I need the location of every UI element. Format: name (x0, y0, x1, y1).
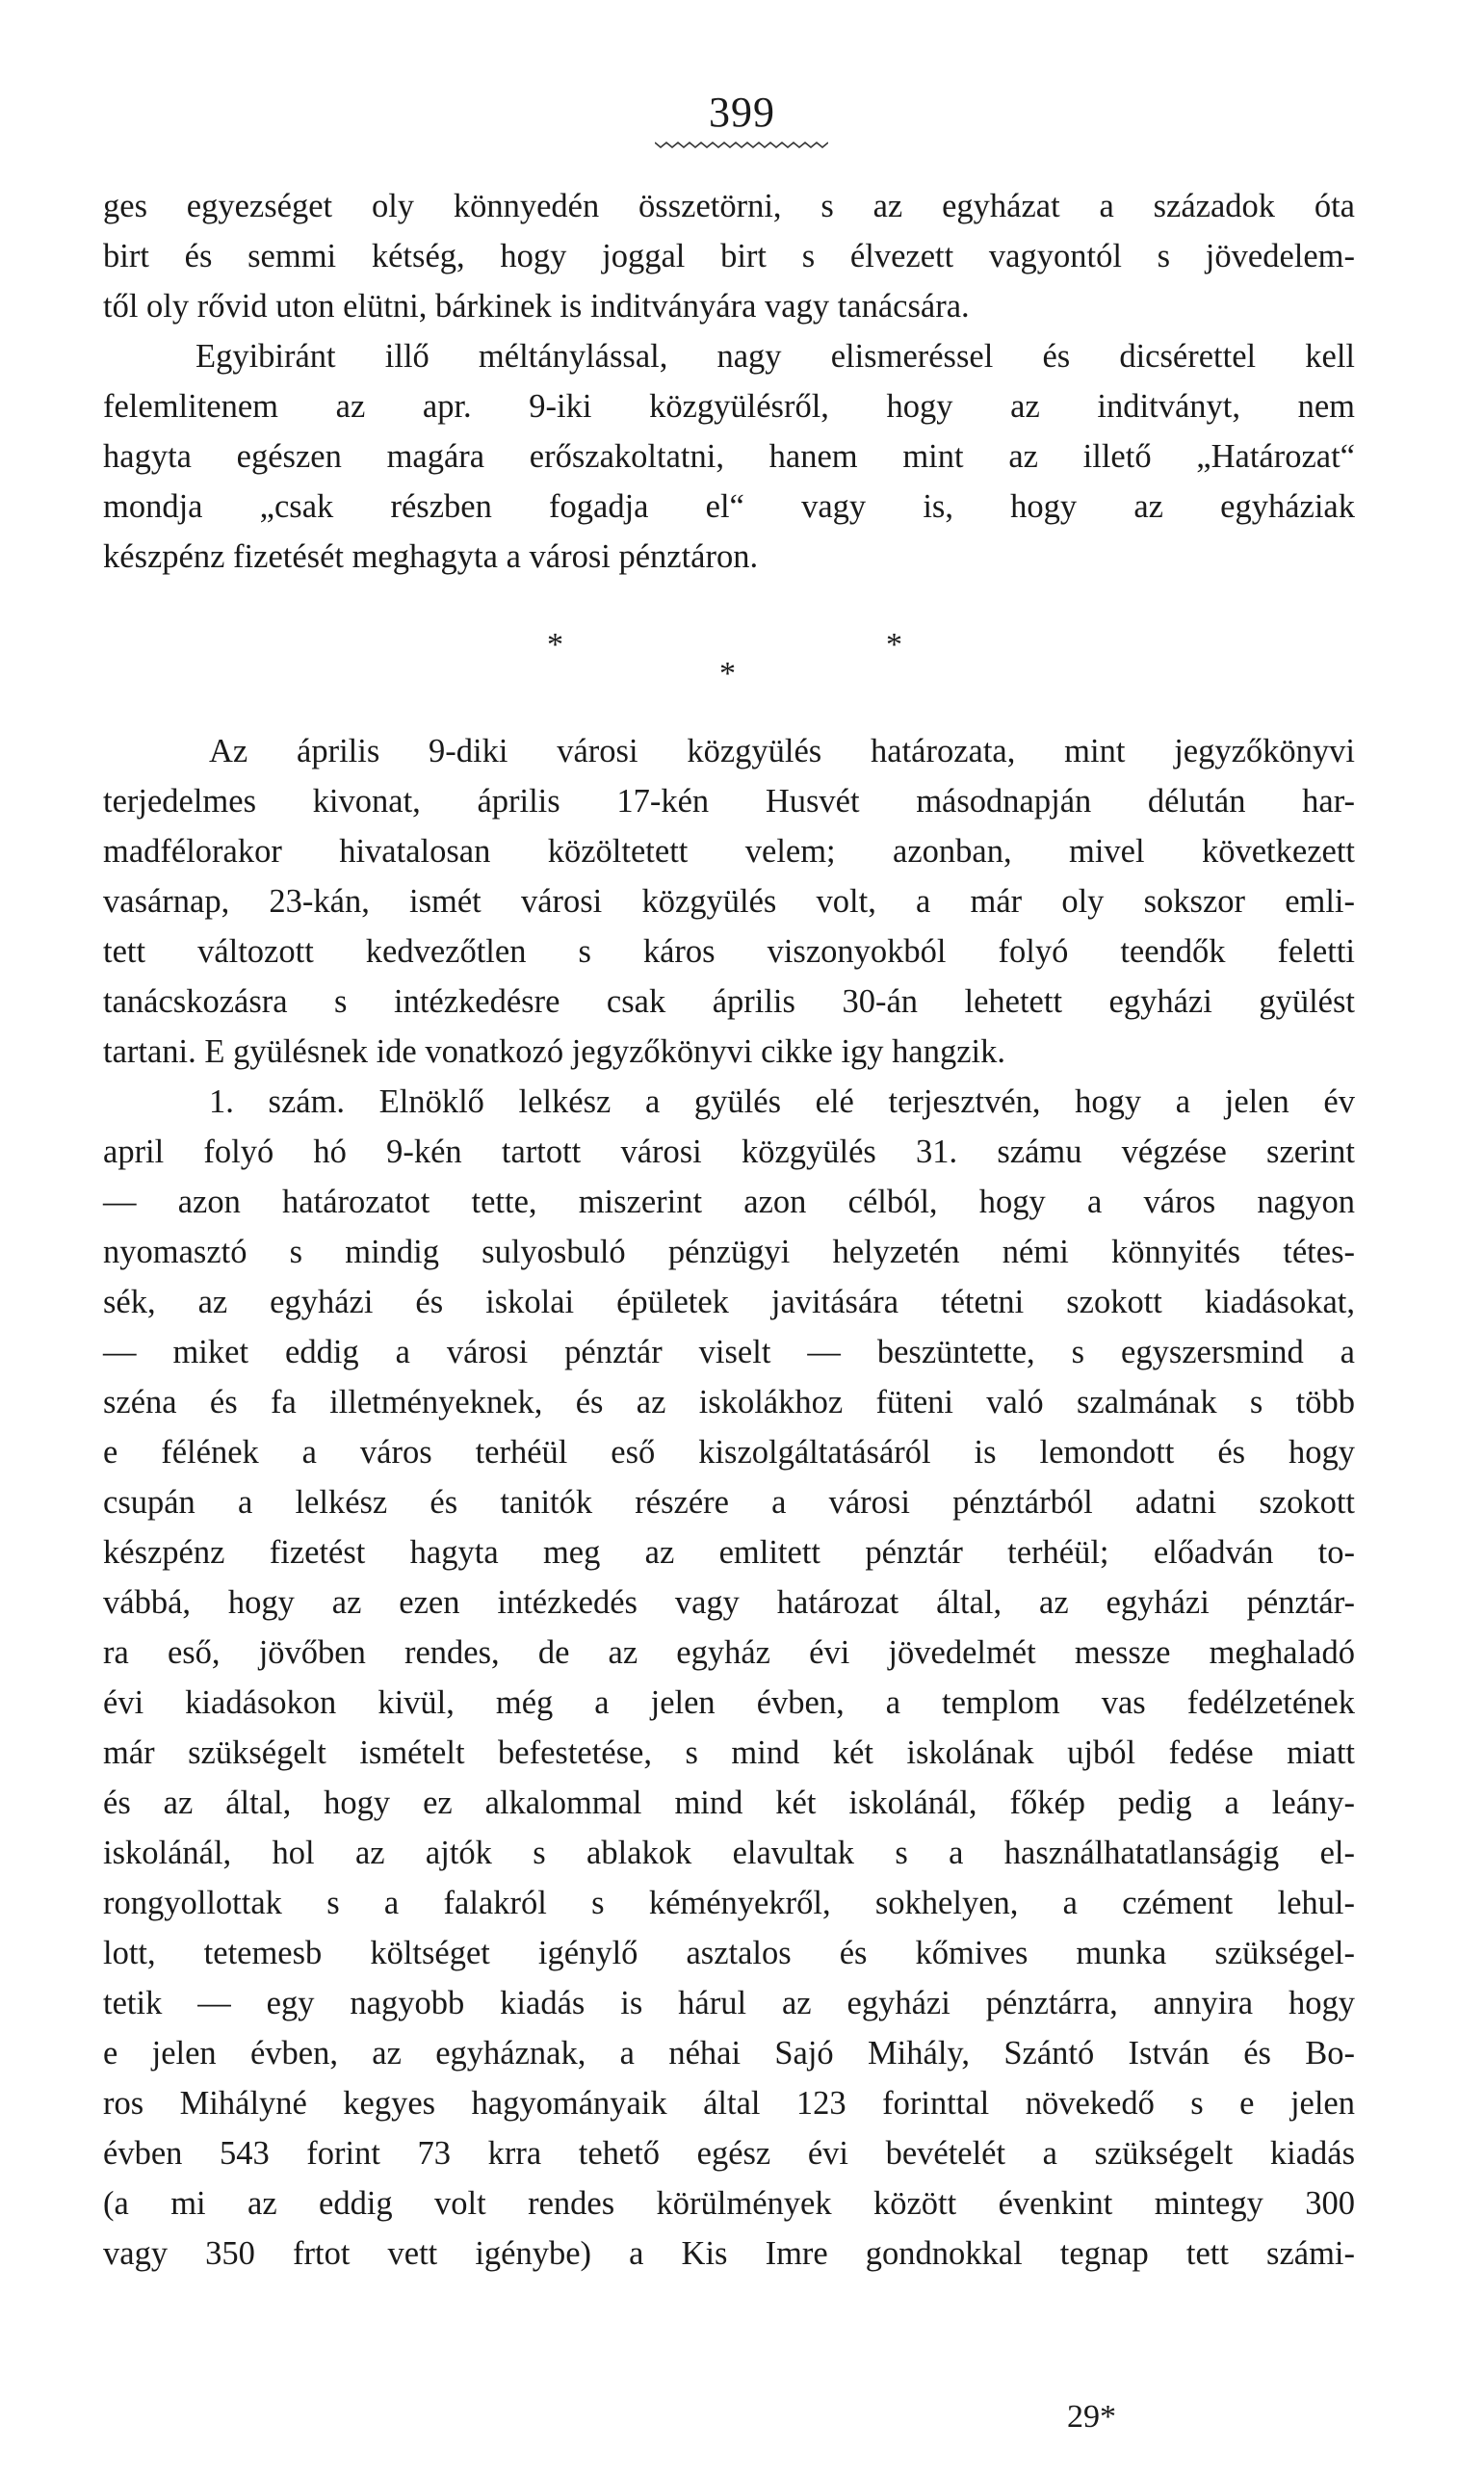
text-line: széna és fa illetményeknek, és az iskolákhoz füteni való szalmának s több (103, 1384, 1355, 1420)
text-line: e jelen évben, az egyháznak, a néhai Sajó Mihály, Szántó István és Bo- (103, 2035, 1355, 2072)
text-line: vábbá, hogy az ezen intézkedés vagy határozat által, az egyházi pénztár- (103, 1584, 1355, 1621)
paragraph-acknowledgement (103, 331, 1355, 582)
text-line: évi kiadásokon kivül, még a jelen évben, a templom vas fedélzetének (103, 1684, 1355, 1721)
text-line: lott, tetemesb költséget igénylő asztalos és kőmives munka szükségel- (103, 1935, 1355, 1971)
page-number-ornament (655, 140, 828, 149)
text-line: — miket eddig a városi pénztár viselt — beszüntette, s egyszersmind a (103, 1334, 1355, 1370)
text-line: készpénz fizetését meghagyta a városi pénztáron. (103, 538, 759, 575)
text-line: készpénz fizetést hagyta meg az emlitett pénztár terhéül; előadván to- (103, 1534, 1355, 1571)
text-line: mondja „csak részben fogadja el“ vagy is, hogy az egyháziak (103, 488, 1355, 525)
text-line: iskolánál, hol az ajtók s ablakok elavultak s a használhatatlanságig el- (103, 1835, 1355, 1871)
paragraph-continuation (103, 181, 1355, 331)
paragraph-meeting (103, 726, 1355, 1077)
text-line: tetik — egy nagyobb kiadás is hárul az egyházi pénztárra, annyira hogy (103, 1985, 1355, 2021)
text-line: tett változott kedvezőtlen s káros viszonyokból folyó teendők feletti (103, 933, 1355, 970)
text-line: évben 543 forint 73 krra tehető egész évi bevételét a szükségelt kiadás (103, 2135, 1355, 2172)
text-line: — azon határozatot tette, miszerint azon célból, hogy a város nagyon (103, 1184, 1355, 1220)
text-line: ra eső, jövőben rendes, de az egyház évi jövedelmét messze meghaladó (103, 1634, 1355, 1671)
text-line: Az április 9-diki városi közgyülés határozata, mint jegyzőkönyvi (209, 733, 1355, 769)
text-line: madfélorakor hivatalosan közöltetett velem; azonban, mivel következett (103, 833, 1355, 870)
divider-star: * (886, 627, 902, 663)
text-line: (a mi az eddig volt rendes körülmények között évenkint mintegy 300 (103, 2185, 1355, 2222)
text-line: terjedelmes kivonat, április 17-kén Husvét másodnapján délután har- (103, 783, 1355, 820)
text-line: vagy 350 frtot vett igénybe) a Kis Imre gondnokkal tegnap tett számi- (103, 2235, 1355, 2272)
divider-star: * (719, 656, 736, 691)
page-number: 399 (709, 89, 775, 136)
text-line: nyomasztó s mindig sulyosbuló pénzügyi helyzetén némi könnyités tétes- (103, 1234, 1355, 1270)
signature-mark: 29* (1067, 2399, 1116, 2435)
text-line: vasárnap, 23-kán, ismét városi közgyülés volt, a már oly sokszor emli- (103, 883, 1355, 920)
text-line: ros Mihályné kegyes hagyományaik által 123 forinttal növekedő s e jelen (103, 2085, 1355, 2122)
text-line: e félének a város terhéül eső kiszolgáltatásáról is lemondott és hogy (103, 1434, 1355, 1471)
text-line: től oly rővid uton elütni, bárkinek is inditványára vagy tanácsára. (103, 288, 970, 325)
text-line: Egyibiránt illő méltánylással, nagy elismeréssel és dicsérettel kell (195, 338, 1355, 375)
paragraph-minutes (103, 1077, 1355, 2279)
text-line: rongyollottak s a falakról s kéményekről, sokhelyen, a czément lehul- (103, 1885, 1355, 1921)
section-divider (0, 616, 1484, 693)
text-line: april folyó hó 9-kén tartott városi közgyülés 31. számu végzése szerint (103, 1134, 1355, 1170)
text-line: és az által, hogy ez alkalommal mind két iskolánál, főkép pedig a leány- (103, 1785, 1355, 1821)
text-line: 1. szám. Elnöklő lelkész a gyülés elé terjesztvén, hogy a jelen év (209, 1083, 1355, 1120)
text-line: csupán a lelkész és tanitók részére a városi pénztárból adatni szokott (103, 1484, 1355, 1521)
text-line: tanácskozásra s intézkedésre csak április 30-án lehetett egyházi gyülést (103, 983, 1355, 1020)
text-line: birt és semmi kétség, hogy joggal birt s élvezett vagyontól s jövedelem- (103, 238, 1355, 274)
text-line: ges egyezséget oly könnyedén összetörni, s az egyházat a századok óta (103, 188, 1355, 224)
text-line: tartani. E gyülésnek ide vonatkozó jegyzőkönyvi cikke igy hangzik. (103, 1033, 1005, 1070)
text-line: hagyta egészen magára erőszakoltatni, hanem mint az illető „Határozat“ (103, 438, 1355, 475)
divider-star: * (547, 627, 563, 663)
text-line: felemlitenem az apr. 9-iki közgyülésről, hogy az inditványt, nem (103, 388, 1355, 425)
text-line: már szükségelt ismételt befestetése, s mind két iskolának ujból fedése miatt (103, 1734, 1355, 1771)
text-line: sék, az egyházi és iskolai épületek javitására tétetni szokott kiadásokat, (103, 1284, 1355, 1320)
